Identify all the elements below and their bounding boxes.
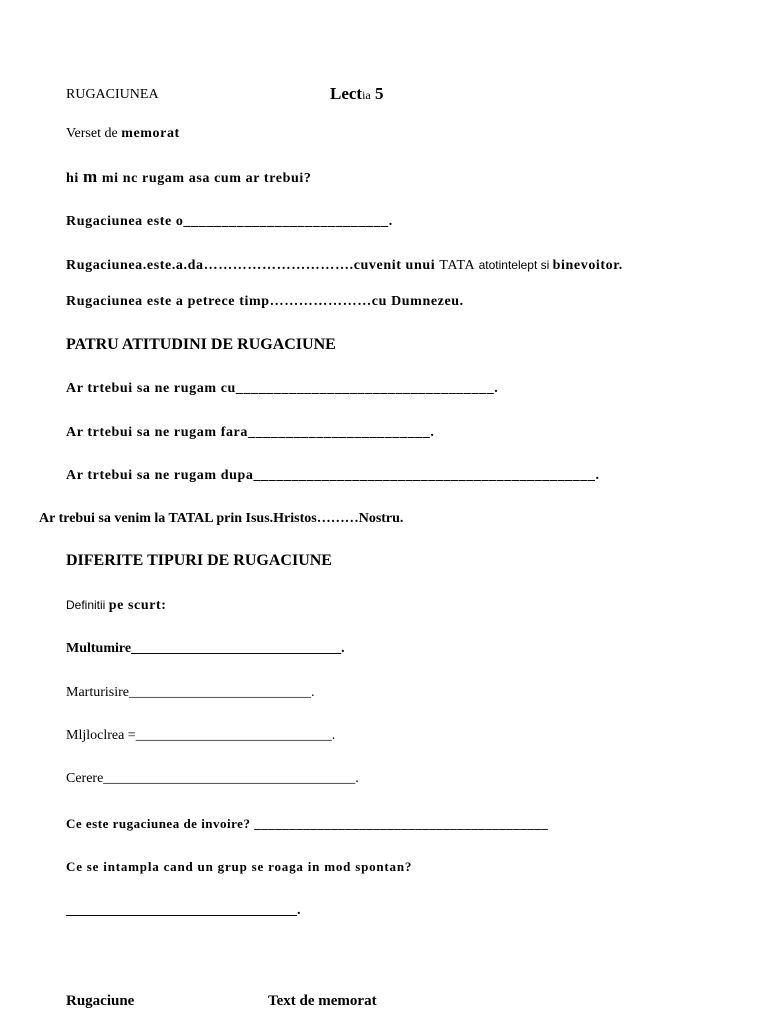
question-1	[66, 168, 311, 188]
type-multumire: Multumire______________________________.	[66, 641, 345, 656]
question-1-b: m	[82, 167, 98, 186]
definition-3: Rugaciunea este a petrece timp…………………cu Dumnezeu.	[66, 294, 464, 309]
definitions-prefix: Definitii	[66, 598, 109, 612]
type-marturisire: Marturisire__________________________.	[66, 685, 315, 700]
tatal-line: Ar trebui sa venim la TATAL prin Isus.Hristos………Nostru.	[39, 511, 404, 526]
definitions-bold: pe scurt:	[108, 598, 167, 613]
definitions-heading	[66, 596, 167, 615]
definition-2-d: binevoitor.	[552, 258, 623, 273]
lesson-number-value: 5	[375, 84, 384, 103]
attitude-3: Ar trtebui sa ne rugam dupa_____________________________________________.	[66, 468, 600, 483]
verse-heading	[66, 125, 180, 143]
definition-2	[66, 256, 623, 275]
question-3: Ce se intampla cand un grup se roaga in mod spontan?	[66, 859, 413, 874]
question-1-c: mi nc rugam asa cum ar trebui?	[97, 171, 312, 186]
lesson-label: Lect	[330, 84, 363, 103]
footer-left: Rugaciune	[66, 993, 135, 1009]
footer-right: Text de memorat	[268, 993, 377, 1009]
attitude-2: Ar trtebui sa ne rugam fara________________________.	[66, 425, 435, 440]
definition-2-a: Rugaciunea.este.a.da………………………….cuvenit unui	[66, 258, 440, 273]
question-3-answer: _________________________________.	[66, 903, 301, 918]
attitude-1: Ar trtebui sa ne rugam cu__________________________________.	[66, 381, 499, 396]
type-mijlocirea: Mljloclrea =____________________________.	[66, 728, 336, 743]
definition-2-c: atotintelept si	[475, 258, 553, 272]
verse-bold: memorat	[121, 126, 180, 141]
lesson-number	[330, 85, 384, 104]
verse-prefix: Verset de	[66, 126, 122, 141]
definition-2-tata: TATA	[439, 258, 476, 273]
question-1-a: hi	[66, 171, 83, 186]
section-heading-types: DIFERITE TIPURI DE RUGACIUNE	[66, 552, 332, 569]
type-cerere: Cerere____________________________________.	[66, 771, 359, 786]
section-heading-attitudes: PATRU ATITUDINI DE RUGACIUNE	[66, 336, 336, 353]
lesson-label-suffix: ia	[362, 88, 371, 102]
lesson-title: RUGACIUNEA	[66, 87, 159, 102]
question-2: Ce este rugaciunea de invoire? __________________________________________	[66, 816, 549, 831]
definition-1: Rugaciunea este o___________________________.	[66, 214, 393, 229]
